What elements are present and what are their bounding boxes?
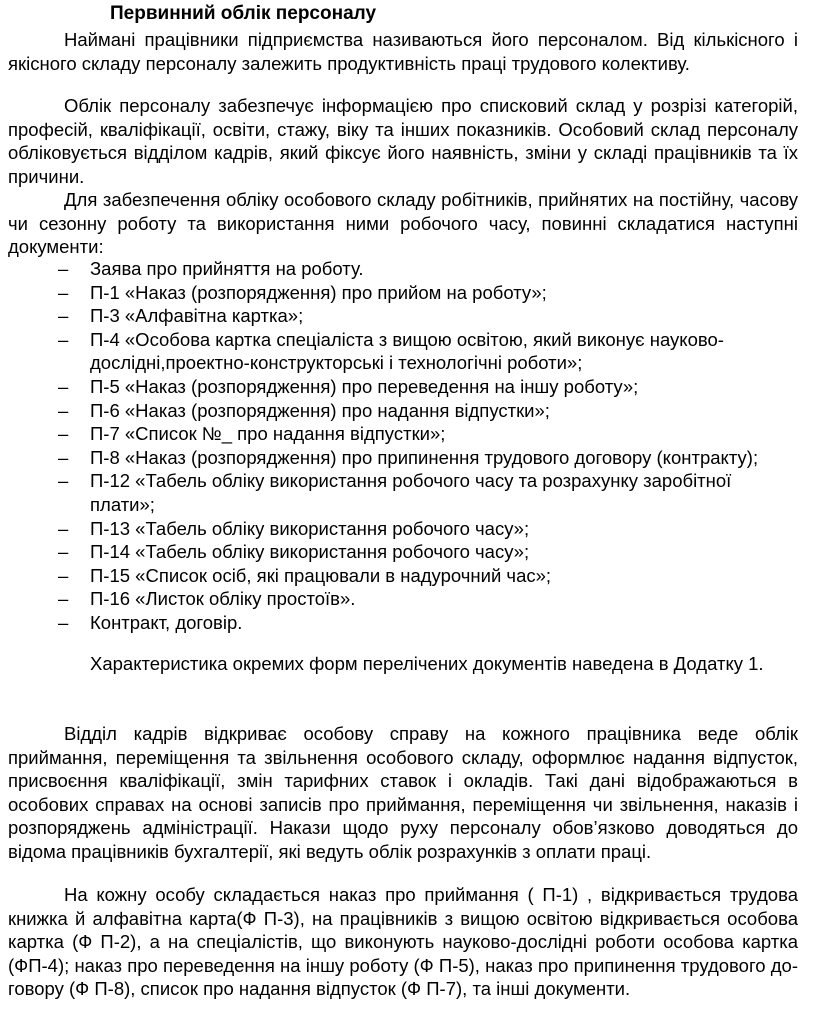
list-item-text: П-3 «Алфавітна картка»; <box>90 305 304 327</box>
paragraph-hr-department: Відділ кадрів відкриває особову справу на кожного працівника веде облік приймання, переміщення та звільнення особового складу, оформлює надання відпусток, присвоєння кваліфікації, змін тарифних ставок і окладів. Такі дані відображаються в особових справах на основі записів про приймання, переміщення чи звільнення, наказів і розпоряджень адміністрації. Накази щодо руху персоналу обов’язково доводяться до відома працівників бухгалтерії, які ведуть облік розрахунків з оплати праці. <box>8 723 798 862</box>
list-dash: – <box>58 375 69 397</box>
documents-list <box>8 257 798 635</box>
list-dash: – <box>58 517 69 539</box>
list-item-text: Контракт, договір. <box>90 611 243 633</box>
list-item <box>8 281 798 305</box>
list-item <box>8 375 798 399</box>
list-item-text: П-1 «Наказ (розпорядження) про прийом на роботу»; <box>90 281 547 303</box>
paragraph-documents-intro: Для забезпечення обліку особового складу робітників, прийнятих на постійну, часову чи сезонну роботу та використання ними робочого часу, повинні складатися наступні документи: <box>8 189 798 258</box>
list-item <box>8 446 798 470</box>
paragraph-orders: На кожну особу складається наказ про приймання ( П-1) , відкривається трудова книжка й алфавітна карта(Ф П-3), на працівників з вищою освітою відкривається особова картка (Ф П-2), а на спеціалістів, що виконують науково-дослідні роботи особова картка (ФП-4); наказ про переведення на іншу роботу (Ф П-5), наказ про припинення трудового до- говору (Ф П-8), список про надання відпусток (Ф П-7), та інші документи. <box>8 884 798 1000</box>
list-item <box>8 422 798 446</box>
list-item-text: П-13 «Табель обліку використання робочого часу»; <box>90 517 530 539</box>
list-dash: – <box>58 281 69 303</box>
list-item <box>8 399 798 423</box>
list-item-text: П-14 «Табель обліку використання робочого часу»; <box>90 541 530 563</box>
list-dash: – <box>58 423 69 445</box>
list-dash: – <box>58 588 69 610</box>
list-item <box>8 611 798 635</box>
list-dash: – <box>58 328 69 350</box>
paragraph-intro: Наймані працівники підприємства називаються його персоналом. Від кількісного і якісного складу персоналу залежить продуктивність праці трудового колективу. <box>8 29 798 74</box>
list-item-text: П-16 «Листок обліку простоїв». <box>90 588 356 610</box>
list-item-text: П-12 «Табель обліку використання робочого часу та розрахунку заробітної плати»; <box>90 470 732 515</box>
list-dash: – <box>58 399 69 421</box>
list-dash: – <box>58 258 69 279</box>
list-dash: – <box>58 541 69 563</box>
list-item-text: Заява про прийняття на роботу. <box>90 258 364 279</box>
paragraph-accounting: Облік персоналу забезпечує інформацією про списковий склад у розрізі категорій, професій, кваліфікації, освіти, стажу, віку та інших показників. Особовий склад персоналу обліковується відділом кадрів, який фіксує його наявність, зміни у складі працівників та їх причини. <box>8 95 798 187</box>
list-dash: – <box>58 611 69 633</box>
list-item-text: П-15 «Список осіб, які працювали в надурочний час»; <box>90 564 552 586</box>
list-dash: – <box>58 470 69 492</box>
list-item-text: П-6 «Наказ (розпорядження) про надання відпустки»; <box>90 399 550 421</box>
list-item <box>8 564 798 588</box>
list-item <box>8 540 798 564</box>
list-item <box>8 517 798 541</box>
list-dash: – <box>58 446 69 468</box>
list-item-text: П-7 «Список №_ про надання відпустки»; <box>90 423 446 445</box>
list-item <box>8 257 798 281</box>
document-title: Первинний облік персоналу <box>110 3 377 24</box>
list-item <box>8 469 798 516</box>
list-item-text: П-5 «Наказ (розпорядження) про переведення на іншу роботу»; <box>90 375 639 397</box>
list-dash: – <box>58 564 69 586</box>
list-item-text: П-8 «Наказ (розпорядження) про припинення трудового договору (контракту); <box>90 446 759 468</box>
list-item <box>8 587 798 611</box>
list-dash: – <box>58 305 69 327</box>
list-note: Характеристика окремих форм перелічених документів наведена в Додатку 1. <box>90 653 764 674</box>
list-item-text: П-4 «Особова картка спеціаліста з вищою освітою, який виконує науково-дослідні,проектно-конструкторські і технологічні роботи»; <box>90 328 724 374</box>
list-item <box>8 328 798 375</box>
list-item <box>8 304 798 328</box>
